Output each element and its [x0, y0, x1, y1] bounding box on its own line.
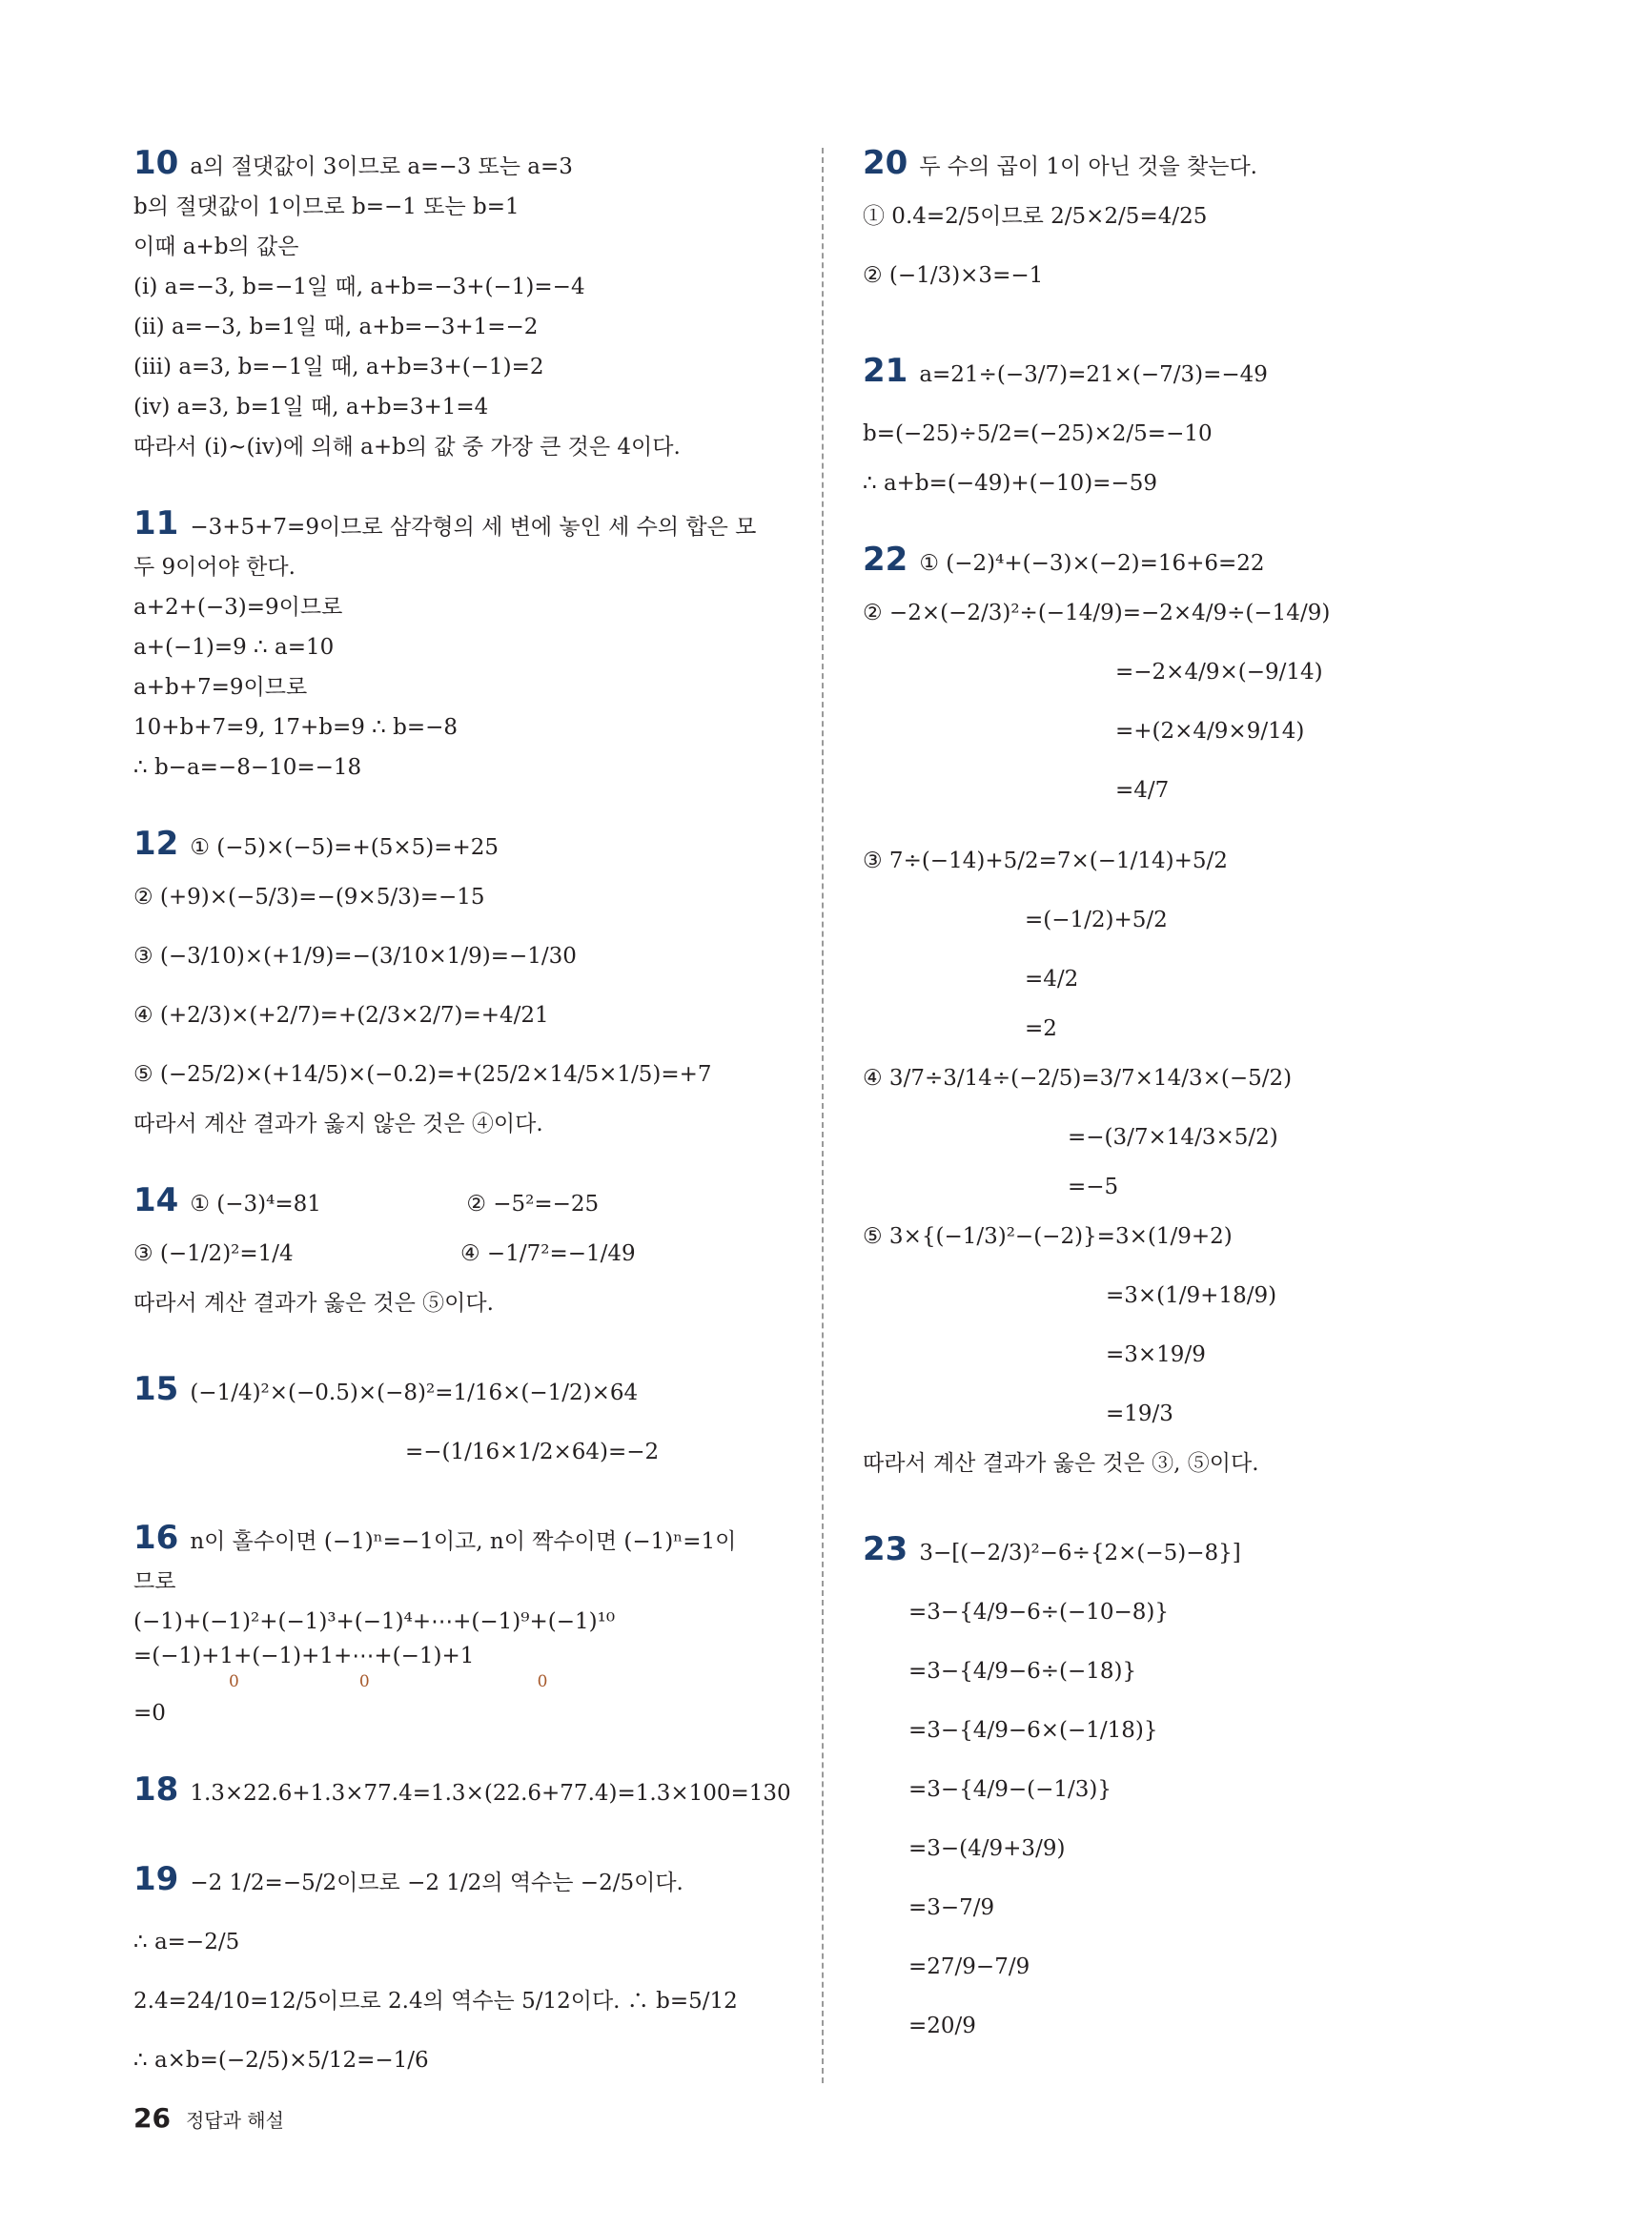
problem-number: 21 [863, 352, 908, 390]
math-line: =(−1/2)+5/2 [1025, 908, 1168, 932]
text-line: (ⅰ) a=−3, b=−1일 때, a+b=−3+(−1)=−4 [133, 275, 585, 299]
math-line: ③ 7÷(−14)+5/2=7×(−1/14)+5/2 [863, 849, 1228, 873]
solution-12 [133, 824, 791, 1144]
solution-15 [133, 1360, 791, 1482]
math-line: =4/7 [1115, 778, 1170, 803]
page-number: 26 [133, 2102, 171, 2134]
page-footer [133, 2102, 284, 2134]
math-line: =19/3 [1106, 1401, 1173, 1426]
math-line: ① 0.4=2/5이므로 2/5×2/5=4/25 [863, 204, 1208, 229]
zero-annotations [133, 1670, 791, 1693]
problem-number: 22 [863, 541, 908, 579]
math-line: ⑤ (−25/2)×(+14/5)×(−0.2)=+(25/2×14/5×1/5)=+7 [133, 1062, 712, 1087]
math-line: a=21÷(−3/7)=21×(−7/3)=−49 [919, 362, 1268, 387]
math-item: ① (−3)⁴=81 [190, 1192, 321, 1217]
math-line: ∴ a+b=(−49)+(−10)=−59 [863, 471, 1157, 496]
column-divider [822, 148, 824, 2083]
solution-16 [133, 1518, 791, 1733]
text-line: 따라서 계산 결과가 옳은 것은 ⑤이다. [133, 1291, 494, 1316]
problem-number: 16 [133, 1519, 179, 1557]
math-line: ② −2×(−2/3)²÷(−14/9)=−2×4/9÷(−14/9) [863, 601, 1331, 625]
math-line: 1.3×22.6+1.3×77.4=1.3×(22.6+77.4)=1.3×100=130 [190, 1781, 791, 1806]
math-line: =−(1/16×1/2×64)=−2 [405, 1440, 660, 1464]
math-line: =+(2×4/9×9/14) [1115, 719, 1305, 744]
solution-18 [133, 1770, 791, 1813]
text-line: (ⅱ) a=−3, b=1일 때, a+b=−3+1=−2 [133, 315, 539, 339]
problem-number: 15 [133, 1370, 179, 1408]
text-line: 이때 a+b의 값은 [133, 235, 299, 259]
problem-number: 11 [133, 504, 179, 542]
math-line: =20/9 [908, 2014, 976, 2038]
problem-number: 18 [133, 1770, 179, 1809]
math-line: (−1/4)²×(−0.5)×(−8)²=1/16×(−1/2)×64 [190, 1381, 639, 1405]
math-line: =0 [133, 1701, 166, 1726]
problem-number: 12 [133, 825, 179, 863]
math-line: ② (−1/3)×3=−1 [863, 263, 1044, 288]
zero-label: 0 [537, 1672, 548, 1691]
text-line: ∴ b−a=−8−10=−18 [133, 755, 362, 780]
solution-14 [133, 1180, 791, 1323]
math-line: ② (+9)×(−5/3)=−(9×5/3)=−15 [133, 885, 485, 910]
math-line: ① (−2)⁴+(−3)×(−2)=16+6=22 [919, 551, 1265, 576]
zero-label: 0 [229, 1672, 239, 1691]
problem-number: 23 [863, 1530, 908, 1568]
text-line: a+2+(−3)=9이므로 [133, 595, 343, 620]
math-line: ∴ a×b=(−2/5)×5/12=−1/6 [133, 2048, 429, 2073]
math-line: =4/2 [1025, 967, 1079, 992]
math-line: =3−{4/9−6÷(−18)} [908, 1659, 1137, 1684]
text-line: n이 홀수이면 (−1)ⁿ=−1이고, n이 짝수이면 (−1)ⁿ=1이 [190, 1529, 737, 1554]
math-line: ③ (−3/10)×(+1/9)=−(3/10×1/9)=−1/30 [133, 944, 577, 969]
math-line: 3−[(−2/3)²−6÷{2×(−5)−8}] [919, 1541, 1241, 1565]
math-line: ④ 3/7÷3/14÷(−2/5)=3/7×14/3×(−5/2) [863, 1066, 1293, 1091]
math-line: −2 1/2=−5/2이므로 −2 1/2의 역수는 −2/5이다. [190, 1871, 683, 1895]
text-line: 두 9이어야 한다. [133, 555, 296, 580]
text-line: (ⅲ) a=3, b=−1일 때, a+b=3+(−1)=2 [133, 355, 544, 379]
math-line: ∴ a=−2/5 [133, 1930, 240, 1954]
text-line: (ⅳ) a=3, b=1일 때, a+b=3+1=4 [133, 395, 489, 419]
math-line: =3−7/9 [908, 1895, 995, 1920]
math-line: =2 [1025, 1016, 1057, 1041]
solution-22 [863, 540, 1587, 1483]
text-line: 따라서 계산 결과가 옳은 것은 ③, ⑤이다. [863, 1451, 1259, 1476]
math-line: =27/9−7/9 [908, 1954, 1030, 1979]
text-line: a의 절댓값이 3이므로 a=−3 또는 a=3 [190, 154, 573, 179]
text-line: 따라서 (ⅰ)~(ⅳ)에 의해 a+b의 값 중 가장 큰 것은 4이다. [133, 435, 681, 460]
problem-number: 14 [133, 1181, 179, 1219]
zero-label: 0 [358, 1672, 370, 1691]
math-line: =3−{4/9−(−1/3)} [908, 1777, 1112, 1802]
math-line: ⑤ 3×{(−1/3)²−(−2)}=3×(1/9+2) [863, 1224, 1233, 1249]
math-line: =(−1)+1+(−1)+1+⋯+(−1)+1 [133, 1644, 475, 1668]
footer-title: 정답과 해설 [185, 2109, 284, 2132]
text-line: 두 수의 곱이 1이 아닌 것을 찾는다. [919, 154, 1257, 179]
right-column [863, 143, 1587, 2092]
solution-19 [133, 1850, 791, 2090]
math-line: 2.4=24/10=12/5이므로 2.4의 역수는 5/12이다. ∴ b=5/12 [133, 1989, 738, 2014]
problem-number: 10 [133, 144, 179, 182]
text-line: 므로 [133, 1569, 176, 1594]
text-line: 10+b+7=9, 17+b=9 ∴ b=−8 [133, 715, 459, 740]
math-line: ④ (+2/3)×(+2/7)=+(2/3×2/7)=+4/21 [133, 1003, 549, 1028]
text-line: a+b+7=9이므로 [133, 675, 308, 700]
text-line: b의 절댓값이 1이므로 b=−1 또는 b=1 [133, 194, 520, 219]
math-line: =−2×4/9×(−9/14) [1115, 660, 1323, 685]
math-line: =−5 [1068, 1175, 1119, 1199]
math-line: =−(3/7×14/3×5/2) [1068, 1125, 1278, 1150]
text-line: 따라서 계산 결과가 옳지 않은 것은 ④이다. [133, 1112, 543, 1136]
math-item: ② −5²=−25 [466, 1192, 600, 1217]
math-line: =3×19/9 [1106, 1342, 1206, 1367]
problem-number: 20 [863, 144, 908, 182]
math-item: ④ −1/7²=−1/49 [460, 1241, 636, 1266]
left-column [133, 143, 791, 2126]
math-line: =3−{4/9−6÷(−10−8)} [908, 1600, 1170, 1625]
text-line: a+(−1)=9 ∴ a=10 [133, 635, 335, 660]
math-line: =3−{4/9−6×(−1/18)} [908, 1718, 1158, 1743]
text-line: −3+5+7=9이므로 삼각형의 세 변에 놓인 세 수의 합은 모 [190, 515, 757, 540]
solution-23 [863, 1520, 1587, 2056]
solution-10 [133, 143, 791, 467]
solution-21 [863, 341, 1587, 503]
solution-20 [863, 143, 1587, 305]
solution-11 [133, 503, 791, 788]
math-line: =3−(4/9+3/9) [908, 1836, 1066, 1861]
math-line: =3×(1/9+18/9) [1106, 1283, 1277, 1308]
problem-number: 19 [133, 1860, 179, 1898]
text-line: ① (−5)×(−5)=+(5×5)=+25 [190, 835, 500, 860]
math-item: ③ (−1/2)²=1/4 [133, 1241, 294, 1266]
math-line: (−1)+(−1)²+(−1)³+(−1)⁴+⋯+(−1)⁹+(−1)¹⁰ [133, 1609, 616, 1634]
math-line: b=(−25)÷5/2=(−25)×2/5=−10 [863, 421, 1213, 446]
